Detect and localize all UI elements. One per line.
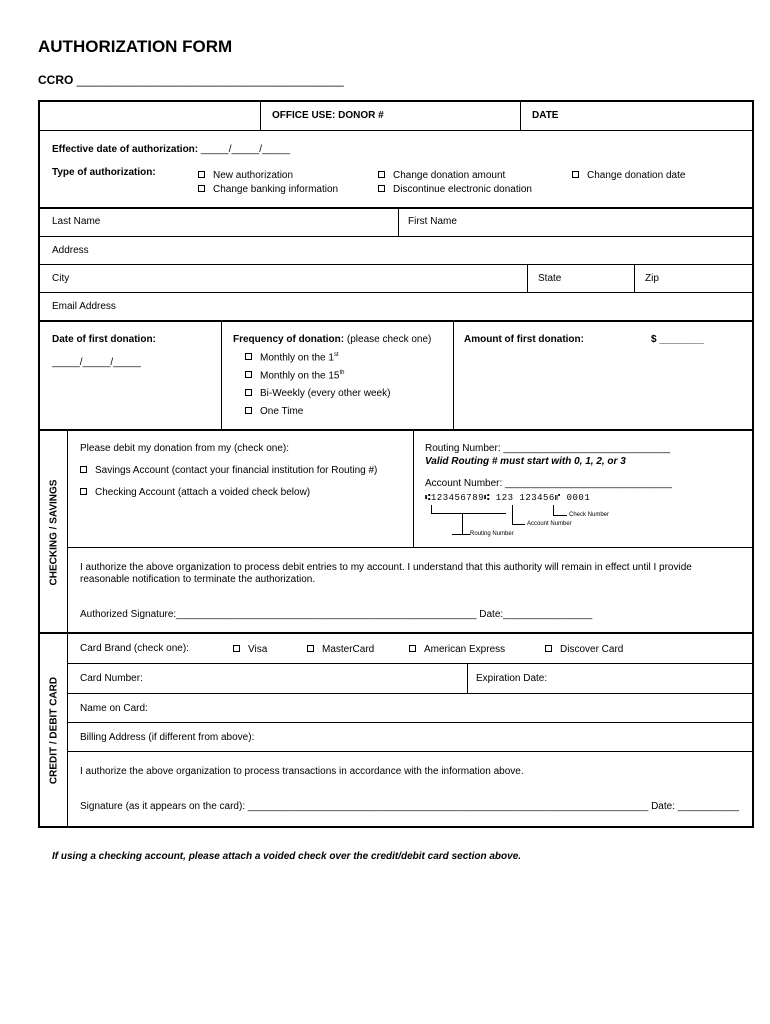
card-number-field[interactable]: Card Number: (80, 673, 143, 684)
option-label: Monthly on the 1 (260, 352, 334, 364)
divider (67, 547, 754, 548)
option-label: Change donation amount (393, 170, 506, 181)
donor-number-label: OFFICE USE: DONOR # (272, 110, 384, 121)
freq-biweekly[interactable] (245, 388, 390, 399)
first-name-field[interactable]: First Name (408, 216, 457, 227)
checkbox-icon[interactable] (198, 185, 205, 192)
savings-option[interactable] (80, 465, 377, 476)
checking-option[interactable] (80, 487, 310, 498)
routing-number-field[interactable]: Routing Number: ______________________________ (425, 443, 671, 454)
checkbox-icon[interactable] (409, 645, 416, 652)
effective-date-field[interactable]: _____/_____/_____ (200, 144, 290, 155)
divider (38, 130, 754, 131)
option-change-date[interactable] (572, 170, 685, 181)
card-side-label: CREDIT / DEBIT CARD (48, 676, 60, 785)
checkbox-icon[interactable] (245, 389, 252, 396)
checking-side-label: CHECKING / SAVINGS (48, 479, 60, 586)
routing-note: Valid Routing # must start with 0, 1, 2, or 3 (425, 456, 626, 467)
checkbox-icon[interactable] (378, 171, 385, 178)
divider (38, 207, 754, 209)
option-label: MasterCard (322, 644, 375, 655)
divider (67, 430, 68, 828)
callout-line (512, 524, 525, 525)
divider (38, 264, 754, 265)
divider (67, 663, 754, 664)
routing-number-callout: Routing Number (470, 531, 514, 537)
divider (38, 292, 754, 293)
frequency-label (233, 334, 431, 345)
option-label: Checking Account (attach a voided check below) (95, 487, 311, 498)
check-number-callout: Check Number (569, 512, 610, 518)
callout-line (512, 505, 513, 524)
divider (67, 722, 754, 723)
date-label: DATE (532, 110, 559, 121)
account-number-callout: Account Number (527, 521, 572, 527)
city-field[interactable]: City (52, 273, 70, 284)
checkbox-icon[interactable] (545, 645, 552, 652)
divider (38, 320, 754, 322)
option-label: Discontinue electronic donation (393, 184, 532, 195)
checkbox-icon[interactable] (378, 185, 385, 192)
checking-authorization-text-2: reasonable notification to terminate the authorization. (80, 574, 316, 585)
option-discontinue[interactable] (378, 184, 532, 195)
option-label: Monthly on the 15 (260, 370, 340, 382)
freq-monthly-1[interactable] (245, 352, 339, 363)
ccro-label (38, 73, 344, 87)
option-label: Bi-Weekly (every other week) (260, 388, 391, 399)
first-donation-date-label: Date of first donation: (52, 334, 156, 345)
callout-line (452, 534, 470, 535)
checkbox-icon[interactable] (233, 645, 240, 652)
checkbox-icon[interactable] (572, 171, 579, 178)
address-field[interactable]: Address (52, 245, 89, 256)
divider (398, 208, 399, 236)
ccro-label-text: CCRO (38, 73, 74, 87)
checkbox-icon[interactable] (245, 407, 252, 414)
option-change-banking[interactable] (198, 184, 338, 195)
callout-line (462, 514, 463, 534)
name-on-card-field[interactable]: Name on Card: (80, 703, 148, 714)
option-new-authorization[interactable] (198, 170, 293, 181)
callout-line (553, 505, 554, 515)
divider (520, 100, 521, 130)
divider (67, 693, 754, 694)
divider (38, 429, 754, 431)
card-brand-label: Card Brand (check one): (80, 643, 189, 654)
checking-authorization-text-1: I authorize the above organization to process debit entries to my account. I understand that this authority will remain in effect until I provide (80, 562, 692, 573)
option-label: Change banking information (213, 184, 339, 195)
divider (453, 321, 454, 429)
divider (467, 663, 468, 693)
frequency-hint: (please check one) (346, 334, 432, 345)
brand-discover[interactable] (545, 644, 623, 655)
ordinal-suffix: st (333, 352, 339, 358)
email-field[interactable]: Email Address (52, 301, 116, 312)
micr-line: ⑆123456789⑆ 123 123456⑈ 0001 (425, 493, 591, 503)
callout-line (431, 505, 432, 513)
freq-monthly-15[interactable] (245, 370, 345, 381)
footer-note: If using a checking account, please attach a voided check over the credit/debit card section above. (52, 851, 522, 862)
expiration-date-field[interactable]: Expiration Date: (476, 673, 548, 684)
checkbox-icon[interactable] (245, 353, 252, 360)
amount-field[interactable]: $ ________ (651, 334, 704, 345)
divider (38, 236, 754, 237)
frame-right (752, 100, 754, 828)
callout-line (553, 515, 567, 516)
callout-line (431, 513, 506, 514)
divider (413, 430, 414, 548)
frame-left (38, 100, 40, 828)
account-number-field[interactable]: Account Number: ______________________________ (425, 478, 672, 489)
divider (67, 751, 754, 752)
checkbox-icon[interactable] (198, 171, 205, 178)
option-label: Discover Card (560, 644, 624, 655)
freq-onetime[interactable] (245, 406, 303, 417)
page-title: AUTHORIZATION FORM (38, 37, 233, 56)
first-donation-date-field[interactable]: _____/_____/_____ (52, 357, 141, 368)
debit-prompt: Please debit my donation from my (check one): (80, 443, 289, 454)
billing-address-field[interactable]: Billing Address (if different from above): (80, 732, 255, 743)
frequency-label-text: Frequency of donation: (233, 334, 345, 345)
frame-top (38, 100, 754, 102)
divider (260, 100, 261, 130)
card-authorization-text: I authorize the above organization to process transactions in accordance with the information above. (80, 766, 524, 777)
zip-field[interactable]: Zip (645, 273, 659, 284)
option-label: Savings Account (contact your financial institution for Routing #) (95, 465, 378, 476)
ccro-field[interactable]: ________________________________________ (76, 73, 344, 87)
divider (38, 632, 754, 634)
option-label: Visa (248, 644, 268, 655)
auth-type-label: Type of authorization: (52, 167, 156, 178)
checkbox-icon[interactable] (307, 645, 314, 652)
option-label: One Time (260, 406, 304, 417)
checking-signature-field[interactable]: Authorized Signature:______________________________________________________ Date:________________ (80, 609, 593, 620)
effective-date-label-text: Effective date of authorization: (52, 144, 199, 155)
option-label: American Express (424, 644, 506, 655)
option-label: New authorization (213, 170, 294, 181)
divider (221, 321, 222, 429)
checkbox-icon[interactable] (80, 488, 87, 495)
brand-visa[interactable] (233, 644, 267, 655)
effective-date-label (52, 144, 290, 155)
card-signature-field[interactable]: Signature (as it appears on the card): ________________________________________________________________________ Date: ___________ (80, 801, 739, 812)
option-change-amount[interactable] (378, 170, 505, 181)
brand-mastercard[interactable] (307, 644, 374, 655)
ordinal-suffix: th (339, 370, 345, 376)
last-name-field[interactable]: Last Name (52, 216, 101, 227)
option-label: Change donation date (587, 170, 686, 181)
brand-american-express[interactable] (409, 644, 505, 655)
amount-label: Amount of first donation: (464, 334, 584, 345)
divider (634, 264, 635, 292)
checkbox-icon[interactable] (80, 466, 87, 473)
divider (527, 264, 528, 292)
state-field[interactable]: State (538, 273, 562, 284)
frame-bottom (38, 826, 754, 828)
checkbox-icon[interactable] (245, 371, 252, 378)
